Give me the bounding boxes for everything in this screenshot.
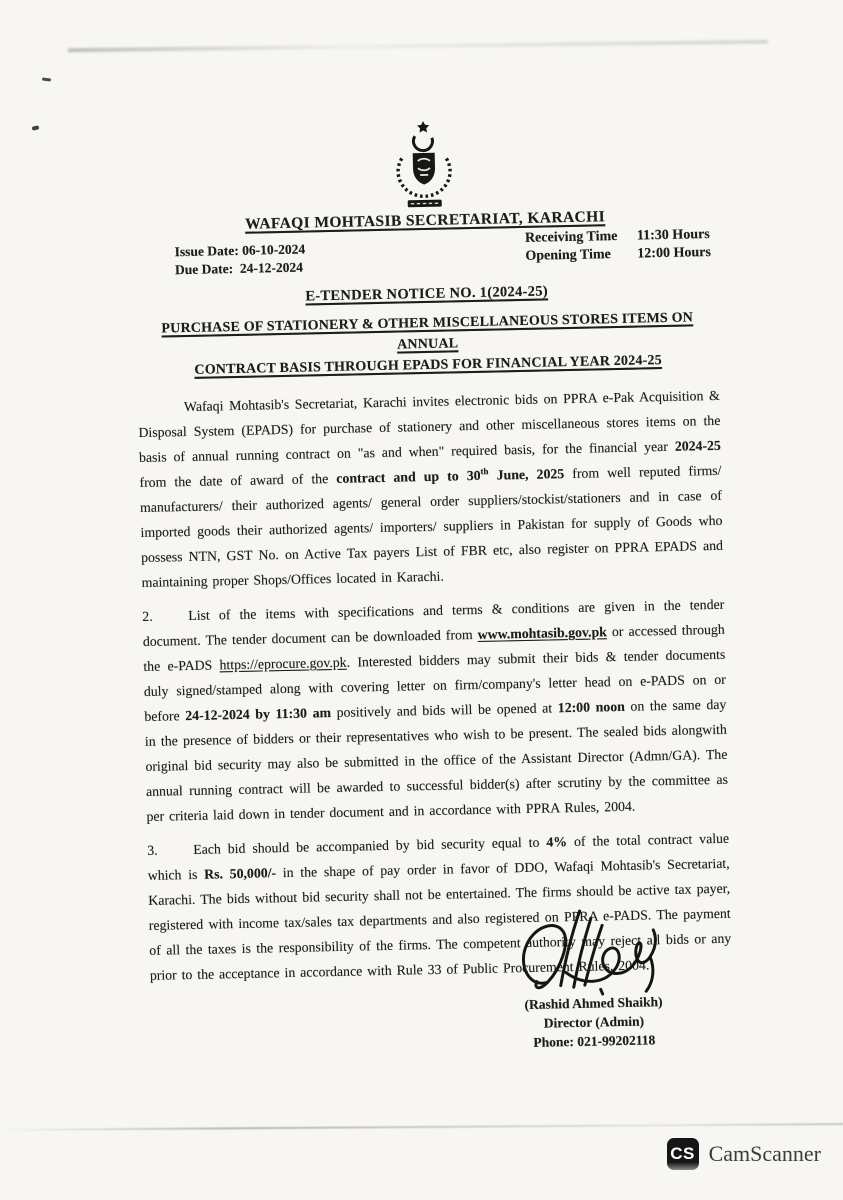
receiving-time-line: Receiving Time 11:30 Hours — [524, 227, 710, 246]
issue-due-dates — [175, 240, 306, 279]
scan-ink-mark — [32, 125, 40, 130]
paragraph-number: 2. — [142, 608, 153, 624]
issue-date-line: Issue Date: 06-10-2024 — [174, 241, 306, 260]
tender-subject-title — [136, 307, 719, 382]
emblem-wrap — [132, 114, 716, 216]
subject-line-1: PURCHASE OF STATIONERY & OTHER MISCELLANEOUS STORES ITEMS ON ANNUAL — [161, 310, 694, 353]
signatory-designation: Director (Admin) — [543, 1013, 645, 1031]
signatory-phone: Phone: 021-99202118 — [533, 1032, 656, 1050]
tender-notice-number: E-TENDER NOTICE NO. 1(2024-25) — [305, 283, 549, 305]
camscanner-watermark — [667, 1138, 821, 1170]
dates-row — [135, 227, 718, 280]
tender-body — [138, 383, 732, 988]
camscanner-label: CamScanner — [708, 1141, 821, 1166]
due-date-line: Due Date: 24-12-2024 — [174, 259, 304, 278]
subject-line-2: CONTRACT BASIS THROUGH EPADS FOR FINANCIAL YEAR 2024-25 — [194, 353, 662, 378]
tender-paragraph-2: 2. List of the items with specifications and terms & conditions are given in the tender document. The tender document can be downloaded from www.mohtasib.gov.pk or accessed through the e-PADS https://eprocure.gov.pk. Interested bidders may submit their bids & tender documents duly signed/stamped along with covering letter on firm/company's letter head on e-PADS on or before 24-12-2024 by 11:30 am positively and bids will be opened at 12:00 noon on the same day in the presence of bidders or their representatives who wish to be present. The sealed bids alongwith original bid security may also be submitted in the office of the Assistant Director (Admn/GA). The annual running contract will be awarded to successful bidder(s) after scrutiny by the committee as per criteria laid down in tender document and in accordance with PPRA Rules, 2004. — [142, 596, 729, 824]
scan-smudge-line — [68, 40, 768, 53]
org-title: WAFAQI MOHTASIB SECRETARIAT, KARACHI — [244, 208, 606, 233]
document-content — [132, 114, 733, 1060]
opening-time-line: Opening Time 12:00 Hours — [525, 245, 711, 264]
scan-fold-line — [0, 1123, 843, 1131]
paragraph-number: 3. — [147, 842, 158, 858]
tender-paragraph-1: Wafaqi Mohtasib's Secretariat, Karachi invites electronic bids on PPRA e-Pak Acquisition & Disposal System (EPADS) for purchase of stationery and other miscellaneous stores items on the basis of annual running contract on "as and when" required basis, for the financial year 2024-25 from the date of award of the contract and up to 30th June, 2025 from well reputed firms/ manufacturers/ their authorized agents/ general order suppliers/stockist/stationers and in case of imported goods their authorized agents/ importers/ suppliers in Pakistan for supply of Goods who possess NTN, GST No. on Active Tax payers List of FBR etc, also register on PPRA EPADS and maintaining proper Shops/Offices located in Karachi. — [138, 387, 724, 590]
pakistan-emblem-icon — [386, 119, 462, 211]
receiving-opening-times — [525, 226, 717, 272]
signatory-name: (Rashid Ahmed Shaikh) — [524, 994, 663, 1013]
tender-paragraph-3: 3. Each bid should be accompanied by bid security equal to 4% of the total contract value which is Rs. 50,000/- in the shape of pay order in favor of DDO, Wafaqi Mohtasib's Secretariat, Karachi. The bids without bid security shall not be entertained. The firms should be active tax payer, registered with income tax/sales tax departments and also registered on PPRA e-PADS. The payment of all the taxes is the responsibility of the firms. The competent authority may reject all bids or any prior to the acceptance in accordance with Rule 33 of Public Procurement Rules, 2004. — [147, 830, 732, 983]
scan-ink-mark — [42, 77, 51, 81]
camscanner-icon: CS — [667, 1138, 699, 1170]
